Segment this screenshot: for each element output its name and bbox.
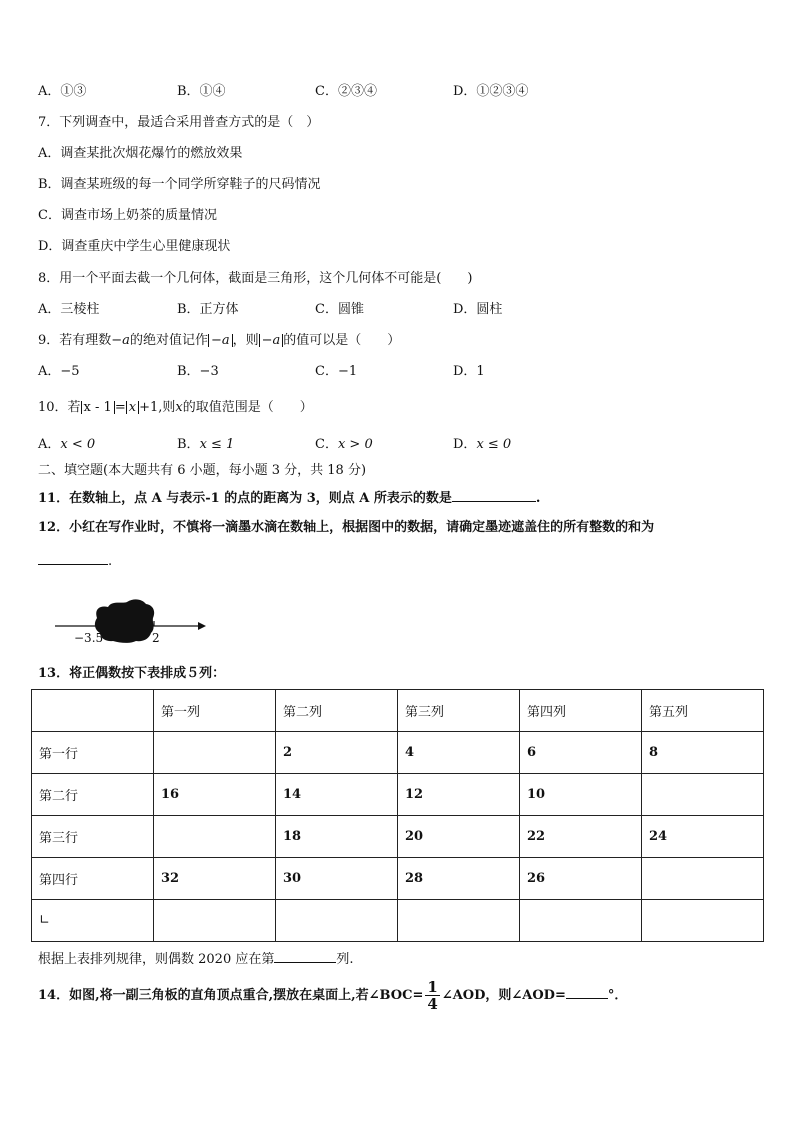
table-cell: 20	[398, 816, 520, 858]
option-expr: x < 0	[60, 437, 96, 452]
q12-answer-blank[interactable]	[38, 552, 108, 565]
table-cell: 16	[154, 774, 276, 816]
row-label: ∟	[32, 900, 154, 942]
q10-option-b	[177, 436, 234, 454]
q10-option-d	[453, 436, 511, 454]
q13-followup-end: 列.	[336, 952, 354, 967]
q14-fraction	[425, 979, 439, 1012]
option-expr: x ≤ 0	[476, 437, 512, 452]
table-cell	[276, 900, 398, 942]
numberline-label-right: 2	[152, 631, 160, 645]
q11	[38, 489, 540, 508]
q14-text-end: °．	[607, 988, 628, 1003]
q6-option-d: D．①②③④	[453, 84, 529, 99]
q10-abs-left: x - 1	[81, 401, 115, 414]
q14-answer-blank[interactable]	[566, 976, 608, 999]
q7-option-d: D．调查重庆中学生心里健康现状	[38, 239, 231, 254]
table-header-cell: 第五列	[642, 690, 764, 732]
q14-text: 14．如图,将一副三角板的直角顶点重合,摆放在桌面上,若∠BOC=	[38, 988, 424, 1003]
q9-option-b: B．−3	[177, 364, 219, 379]
q10-option-a	[38, 436, 95, 454]
q10-stem	[38, 399, 313, 417]
q10-eq-sign: =	[114, 400, 126, 415]
q9-stem-part: 9．若有理数	[38, 333, 112, 348]
ink-blot	[95, 599, 154, 643]
q11-end: .	[535, 491, 541, 506]
option-label: A．	[38, 437, 61, 452]
table-cell: 24	[642, 816, 764, 858]
q9-option-d: D．1	[453, 364, 485, 379]
q10-stem-part: +1,则	[139, 400, 176, 415]
option-label: D．	[453, 437, 477, 452]
row-label: 第四行	[32, 858, 154, 900]
numberline-arrow-icon	[198, 622, 206, 630]
q10-stem-part: 的取值范围是（ ）	[182, 400, 313, 415]
table-cell	[520, 900, 642, 942]
table-row	[32, 774, 764, 816]
table-header-cell	[32, 690, 154, 732]
q10-option-c	[315, 436, 373, 454]
table-cell	[642, 858, 764, 900]
table-cell: 10	[520, 774, 642, 816]
table-row	[32, 858, 764, 900]
table-cell: 6	[520, 732, 642, 774]
q8-option-a: A．三棱柱	[38, 302, 100, 317]
q12-end: .	[108, 554, 113, 569]
table-cell: 12	[398, 774, 520, 816]
q7-option-b: B．调查某班级的每一个同学所穿鞋子的尺码情况	[38, 177, 321, 192]
q9-option-a: A．−5	[38, 364, 80, 379]
table-cell	[154, 816, 276, 858]
q9-abs-expr: −a	[208, 334, 233, 347]
row-label: 第三行	[32, 816, 154, 858]
q13-followup-text: 根据上表排列规律，则偶数 2020 应在第	[38, 952, 275, 967]
numberline-label-left: −3.5	[74, 631, 104, 645]
q9-neg-a: −a	[111, 333, 130, 348]
q7-option-c: C．调查市场上奶茶的质量情况	[38, 208, 217, 223]
table-cell: 22	[520, 816, 642, 858]
fraction-denominator: 4	[427, 995, 438, 1013]
table-header-row	[32, 690, 764, 732]
table-header-cell: 第二列	[276, 690, 398, 732]
table-header-cell: 第四列	[520, 690, 642, 732]
table-cell: 30	[276, 858, 398, 900]
table-cell	[154, 900, 276, 942]
q10-stem-part: 10．若	[38, 400, 81, 415]
q9-stem	[38, 332, 400, 350]
q8-option-b: B．正方体	[177, 302, 239, 317]
q7-stem: 7．下列调查中，最适合采用普查方式的是（ ）	[38, 115, 320, 130]
q7-option-a: A．调查某批次烟花爆竹的燃放效果	[38, 146, 243, 161]
table-cell	[642, 774, 764, 816]
q11-text: 11．在数轴上，点 A 与表示-1 的点的距离为 3，则点 A 所表示的数是	[38, 491, 452, 506]
table-cell: 18	[276, 816, 398, 858]
q8-option-c: C．圆锥	[315, 302, 364, 317]
row-label: 第二行	[32, 774, 154, 816]
q10-abs-right: x	[126, 401, 139, 414]
table-cell: 4	[398, 732, 520, 774]
option-expr: x ≤ 1	[199, 437, 235, 452]
q12-text: 12．小红在写作业时，不慎将一滴墨水滴在数轴上，根据图中的数据，请确定墨迹遮盖住的所有整数的和为	[38, 520, 655, 535]
table-row	[32, 732, 764, 774]
table-row	[32, 900, 764, 942]
q13-followup	[38, 950, 354, 969]
section2-header: 二、填空题(本大题共有 6 小题，每小题 3 分，共 18 分)	[38, 463, 367, 478]
table-header-cell: 第三列	[398, 690, 520, 732]
q14-text: ∠AOD，则∠AOD=	[441, 988, 566, 1003]
table-cell: 14	[276, 774, 398, 816]
q14	[38, 976, 627, 1014]
table-cell	[154, 732, 276, 774]
fraction-numerator: 1	[427, 978, 438, 996]
even-number-table	[31, 689, 764, 942]
table-cell	[398, 900, 520, 942]
table-cell: 28	[398, 858, 520, 900]
table-cell: 26	[520, 858, 642, 900]
q9-stem-part: 的绝对值记作	[129, 333, 208, 348]
q11-answer-blank[interactable]	[452, 489, 536, 502]
q13-stem: 13．将正偶数按下表排成５列：	[38, 666, 226, 681]
q8-stem: 8．用一个平面去截一个几何体，截面是三角形，这个几何体不可能是( )	[38, 271, 473, 286]
q12-answer-line	[38, 552, 112, 571]
q10-var: x	[175, 400, 183, 415]
option-label: B．	[177, 437, 200, 452]
q8-option-d: D．圆柱	[453, 302, 503, 317]
q6-option-c: C．②③④	[315, 84, 377, 99]
option-expr: x > 0	[337, 437, 373, 452]
q9-stem-part: ，则	[232, 333, 259, 348]
table-row	[32, 816, 764, 858]
q9-abs-expr: −a	[259, 334, 284, 347]
q13-answer-blank[interactable]	[274, 950, 336, 963]
q6-option-b: B．①④	[177, 84, 226, 99]
q6-option-a: A．①③	[38, 84, 87, 99]
table-cell: 32	[154, 858, 276, 900]
q9-stem-part: 的值可以是（ ）	[283, 333, 401, 348]
table-cell: 2	[276, 732, 398, 774]
table-header-cell: 第一列	[154, 690, 276, 732]
option-label: C．	[315, 437, 338, 452]
table-cell	[642, 900, 764, 942]
row-label: 第一行	[32, 732, 154, 774]
numberline-figure	[50, 596, 220, 648]
table-cell: 8	[642, 732, 764, 774]
q9-option-c: C．−1	[315, 364, 358, 379]
